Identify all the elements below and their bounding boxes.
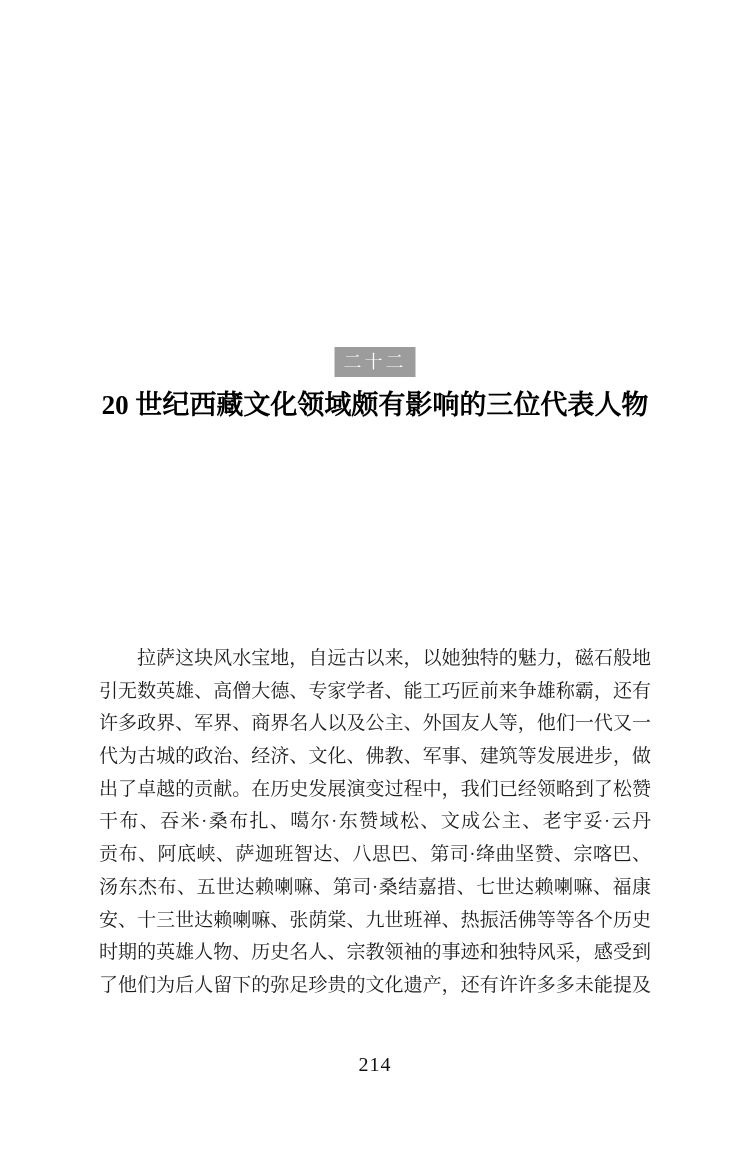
paragraph-line: 安、十三世达赖喇嘛、张荫棠、九世班禅、热振活佛等等各个历史 bbox=[99, 909, 651, 931]
paragraph-line: 代为古城的政治、经济、文化、佛教、军事、建筑等发展进步，做 bbox=[99, 746, 651, 768]
paragraph-line: 贡布、阿底峡、萨迦班智达、八思巴、第司·绛曲坚赞、宗喀巴、 bbox=[99, 844, 651, 866]
body-paragraph bbox=[99, 643, 651, 1003]
paragraph-line: 了他们为后人留下的弥足珍贵的文化遗产，还有许许多多未能提及 bbox=[99, 974, 651, 996]
paragraph-line: 拉萨这块风水宝地，自远古以来，以她独特的魅力，磁石般地 bbox=[137, 648, 651, 669]
paragraph-line: 引无数英雄、高僧大德、专家学者、能工巧匠前来争雄称霸，还有 bbox=[99, 680, 651, 702]
paragraph-line: 许多政界、军界、商界名人以及公主、外国友人等，他们一代又一 bbox=[99, 713, 651, 735]
page-number: 214 bbox=[358, 1054, 392, 1076]
paragraph-line: 时期的英雄人物、历史名人、宗教领袖的事迹和独特风采，感受到 bbox=[99, 942, 651, 964]
chapter-number-badge: 二十二 bbox=[335, 347, 416, 377]
paragraph-line: 干布、吞米·桑布扎、噶尔·东赞域松、文成公主、老宇妥·云丹 bbox=[99, 811, 651, 833]
chapter-title: 20 世纪西藏文化领域颇有影响的三位代表人物 bbox=[101, 390, 649, 420]
paragraph-line: 出了卓越的贡献。在历史发展演变过程中，我们已经领略到了松赞 bbox=[99, 778, 651, 800]
paragraph-line: 汤东杰布、五世达赖喇嘛、第司·桑结嘉措、七世达赖喇嘛、福康 bbox=[99, 876, 651, 898]
